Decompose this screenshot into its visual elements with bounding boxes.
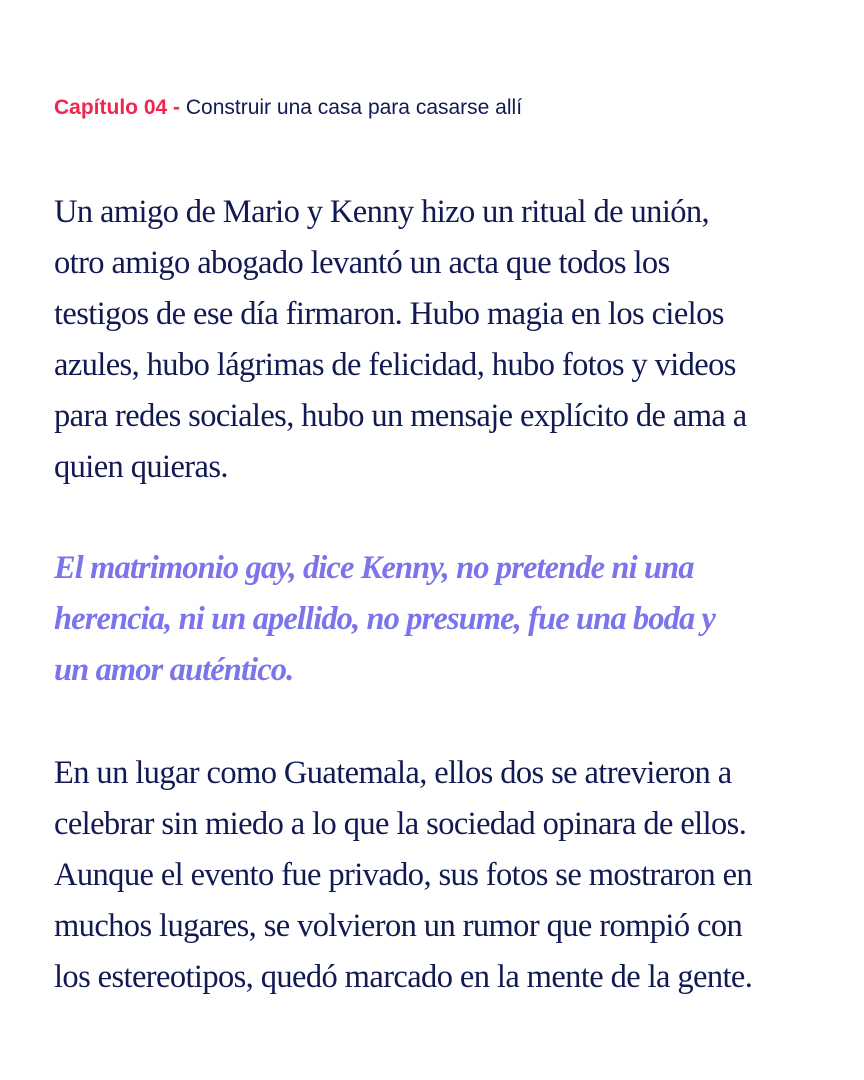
pull-quote <box>54 543 824 696</box>
chapter-header <box>54 94 522 122</box>
text-line: otro amigo abogado levantó un acta que todos los <box>54 245 670 281</box>
text-line: quien quieras. <box>54 449 228 485</box>
quote-line: un amor auténtico. <box>54 652 294 688</box>
text-line: Aunque el evento fue privado, sus fotos se mostraron en <box>54 857 753 893</box>
text-line: En un lugar como Guatemala, ellos dos se atrevieron a <box>54 755 732 791</box>
text-line: azules, hubo lágrimas de felicidad, hubo fotos y videos <box>54 347 736 383</box>
chapter-title: Construir una casa para casarse allí <box>185 96 523 119</box>
chapter-label: Capítulo 04 <box>54 96 168 119</box>
quote-line: herencia, ni un apellido, no presume, fue una boda y <box>54 601 716 637</box>
body-paragraph-2 <box>54 748 824 1003</box>
quote-line: El matrimonio gay, dice Kenny, no pretende ni una <box>54 550 694 586</box>
text-line: Un amigo de Mario y Kenny hizo un ritual de unión, <box>54 194 710 230</box>
text-line: muchos lugares, se volvieron un rumor que rompió con <box>54 908 743 944</box>
body-paragraph-1 <box>54 187 824 493</box>
text-line: los estereotipos, quedó marcado en la mente de la gente. <box>54 959 753 995</box>
chapter-separator: - <box>167 96 186 119</box>
text-line: para redes sociales, hubo un mensaje explícito de ama a <box>54 398 747 434</box>
text-line: testigos de ese día firmaron. Hubo magia en los cielos <box>54 296 724 332</box>
text-line: celebrar sin miedo a lo que la sociedad opinara de ellos. <box>54 806 747 842</box>
